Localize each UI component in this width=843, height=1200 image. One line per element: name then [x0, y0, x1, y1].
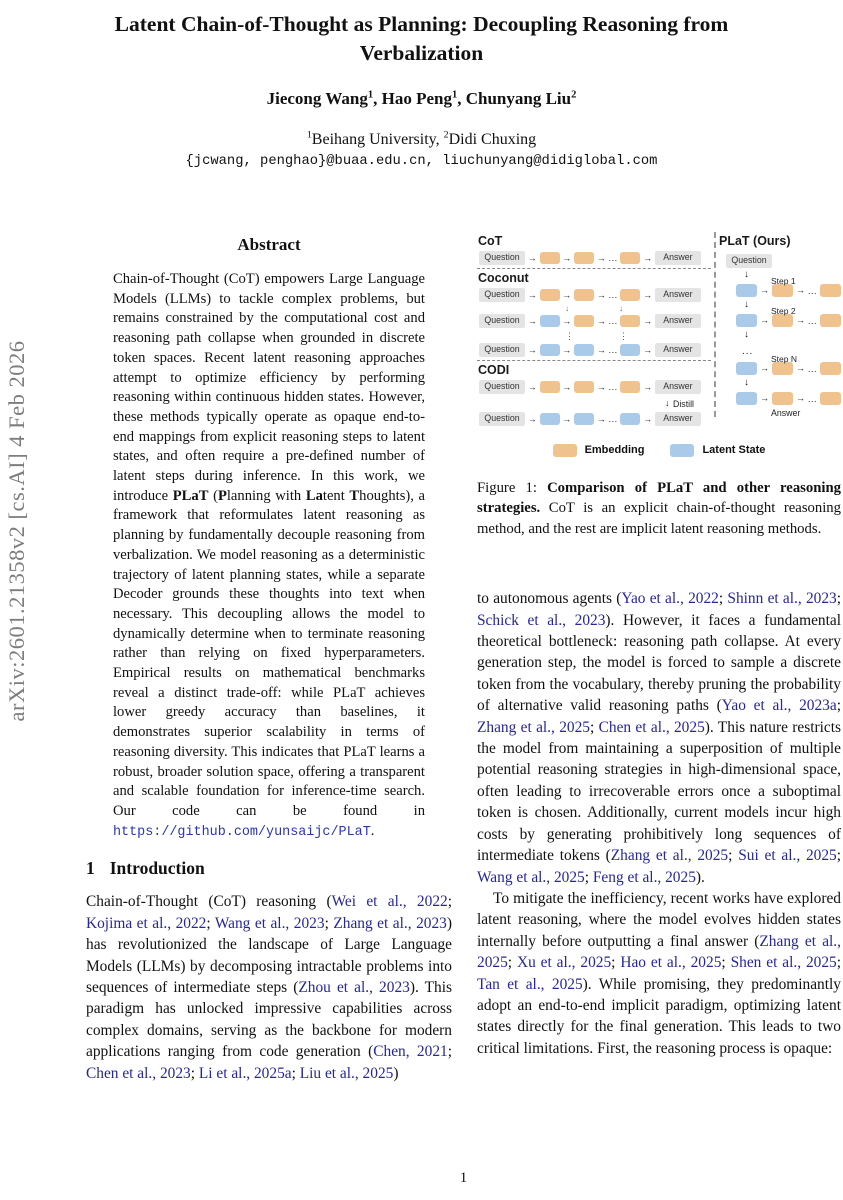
bold-text: La [305, 487, 323, 504]
answer-box: Answer [655, 288, 701, 302]
text-segment: ; [611, 954, 621, 972]
figure-plat-panel [717, 232, 841, 429]
citation-link[interactable]: Hao et al., 2025 [620, 954, 722, 972]
plat-step-label: Step N [771, 353, 797, 364]
text-segment: houghts), a framework that reformulates latent reasoning as planning by fundamentally decouple reasoning from verbalization. We model reasoning as a deterministic trajectory of latent planning states, while a separate Decoder grounds these thoughts into text when necessary. This decoupling allows the model to dynamically determine when to terminate reasoning rather than relying on fixed hyperparameters. Empirical results on mathematical benchmarks reveal a distinct trade-off: while PLaT achieves lower greedy accuracy than baselines, it demonstrates superior scalability in terms of reasoning diversity. This indicates that PLaT learns a robust, broader solution space, offering a transparent and scalable foundation for inference-time search. Our code can be found in [113, 487, 425, 819]
author-emails: {jcwang, penghao}@buaa.edu.cn, liuchunyang@didiglobal.com [185, 154, 658, 170]
figure-vertical-divider [714, 232, 716, 417]
arrow-right-icon: → [796, 285, 805, 295]
ellipsis: ... [608, 345, 618, 355]
paper-title: Latent Chain-of-Thought as Planning: Decoupling Reasoning from Verbalization [114, 12, 729, 65]
arrow-right-icon: → [562, 289, 572, 300]
arxiv-watermark-text: arXiv:2601.21358v2 [cs.AI] 4 Feb 2026 [4, 340, 29, 722]
figure-row [477, 343, 701, 357]
embedding-box [820, 284, 841, 297]
latent-state-swatch [670, 444, 694, 457]
arrow-right-icon: → [796, 363, 805, 373]
text-segment: ; [447, 893, 452, 911]
intro-paragraph-1 [86, 891, 452, 1084]
right-column-body [477, 588, 841, 1059]
arrow-down-icon: ↓ [744, 328, 749, 340]
citation-link[interactable]: Liu et al., 2025 [299, 1064, 394, 1082]
paper-header [44, 0, 799, 169]
text-segment: CoT is an explicit chain-of-thought reasoning method, and the rest are implicit latent reasoning methods. [477, 500, 841, 537]
dashed-arrow-down-icon: ↓ [619, 304, 623, 313]
figure-diagram [477, 232, 841, 429]
distill-label: Distill [673, 399, 695, 409]
arrow-right-icon: → [527, 252, 537, 263]
plat-step-label: Step 2 [771, 305, 796, 316]
embedding-box [772, 284, 793, 297]
arrow-right-icon: → [643, 381, 653, 392]
embedding-legend-label: Embedding [584, 444, 645, 456]
question-box: Question [479, 412, 525, 426]
introduction-heading [86, 858, 452, 879]
right-column [477, 232, 841, 1059]
answer-box: Answer [655, 314, 701, 328]
vertical-dots-icon: ⋮ [565, 331, 574, 341]
arrow-right-icon: → [643, 344, 653, 355]
embedding-box [772, 362, 793, 375]
plat-step-row [717, 275, 841, 298]
figure-row [477, 288, 701, 302]
arrow-right-icon: → [760, 285, 769, 295]
dashed-arrow-down-icon: ↓ [565, 304, 569, 313]
text-segment: ; [721, 954, 731, 972]
arrow-right-icon: → [596, 252, 606, 263]
arrow-right-icon: → [760, 315, 769, 325]
embedding-box [620, 381, 640, 393]
embedding-box [620, 289, 640, 301]
text-segment: Beihang University, [311, 131, 444, 149]
citation-link[interactable]: Wei et al., 2022 [331, 893, 448, 911]
latent-state-box [736, 284, 757, 297]
text-segment: ; [836, 590, 842, 608]
text-segment: ). However, it faces a fundamental theoretical bottleneck: reasoning path collapse. At every generation step, the model is forced to sample a discrete token from the vocabulary, thereby pruning the probability of alternative valid reasoning paths ( [477, 611, 842, 715]
bold-text: PLaT [172, 487, 209, 504]
citation-link[interactable]: Xu et al., 2025 [516, 954, 612, 972]
citation-link[interactable]: Wang et al., 2023 [214, 914, 325, 932]
arrow-down-icon: ↓ [744, 298, 749, 310]
superscript: 1 [451, 89, 458, 101]
ellipsis: ... [608, 290, 618, 300]
embedding-box [540, 252, 560, 264]
superscript: 1 [306, 129, 312, 141]
text-segment: ) [393, 1064, 399, 1082]
latent-state-box [736, 314, 757, 327]
arrow-down-icon: ↓ [744, 376, 749, 388]
citation-link[interactable]: Feng et al., 2025 [592, 868, 696, 886]
answer-box: Answer [655, 412, 701, 426]
text-segment: Jiecong Wang [266, 89, 368, 109]
citation-link[interactable]: Schick et al., 2023 [477, 611, 606, 629]
latent-state-box [620, 344, 640, 356]
figure-caption [477, 478, 841, 539]
ellipsis: ... [608, 253, 618, 263]
arrow-right-icon: → [796, 315, 805, 325]
arrow-right-icon: → [562, 344, 572, 355]
text-segment: . [370, 822, 375, 839]
embedding-box [772, 392, 793, 405]
arrow-right-icon: → [796, 393, 805, 403]
text-segment: ). This nature restricts the model from maintaining a superposition of multiple potential reasoning strategies in high-dimensional space, often leading to irrecoverable errors once a suboptimal token is chosen. Additionally, current models incur high costs by generating prohibitively long sequences of intermediate tokens ( [477, 718, 841, 865]
question-box: Question [479, 380, 525, 394]
code-repository-link[interactable]: https://github.com/yunsaijc/PLaT [113, 824, 371, 840]
ellipsis: ... [608, 316, 618, 326]
embedding-box [820, 314, 841, 327]
latent-state-box [736, 392, 757, 405]
author-list [44, 89, 799, 109]
plat-step-row [717, 392, 841, 418]
panel-divider [477, 360, 711, 361]
answer-box: Answer [655, 343, 701, 357]
arrow-right-icon: → [527, 381, 537, 392]
row-connector [477, 305, 713, 314]
latent-state-box [736, 362, 757, 375]
citation-link[interactable]: Chen et al., 2025 [598, 718, 705, 736]
ellipsis: ... [808, 393, 818, 404]
figure-row [477, 380, 701, 394]
latent-state-box [620, 413, 640, 425]
figure-row [477, 251, 701, 265]
question-box: Question [479, 343, 525, 357]
citation-link[interactable]: Shinn et al., 2023 [727, 590, 837, 608]
latent-state-box [574, 413, 594, 425]
arrow-down-icon: ↓ [665, 398, 670, 408]
body-paragraph-continued [477, 588, 841, 888]
citation-link[interactable]: Zhang et al., 2025 [610, 847, 729, 865]
vertical-dots-icon: ⋮ [619, 331, 628, 341]
arrow-right-icon: → [643, 289, 653, 300]
embedding-box [620, 315, 640, 327]
text-segment: ). This paradigm has unlocked impressive capabilities across complex domains, serving as the backbone for modern applications ranging from code generation ( [86, 979, 452, 1061]
text-segment: To mitigate the inefficiency, recent works have explored latent reasoning, where the model evolves hidden states internally before outputting a final answer ( [477, 889, 841, 950]
text-segment: lanning with [226, 487, 306, 504]
embedding-box [574, 252, 594, 264]
arrow-right-icon: → [527, 413, 537, 424]
arrow-right-icon: → [562, 381, 572, 392]
ellipsis: ... [608, 382, 618, 392]
embedding-box [772, 314, 793, 327]
figure-panel-label: CoT [478, 234, 503, 248]
text-segment: ). While promising, they predominantly adopt an end-to-end implicit paradigm, optimizing latent states directly for the final generation. This leads to two critical limitations. First, the reasoning process is opaque: [477, 975, 841, 1057]
text-segment: ; [836, 847, 842, 865]
figure-panel-label: Coconut [478, 271, 529, 285]
arrow-right-icon: → [596, 381, 606, 392]
latent-state-box [540, 344, 560, 356]
superscript: 2 [443, 129, 449, 141]
arrow-right-icon: → [527, 315, 537, 326]
page-number: 1 [459, 1170, 468, 1186]
left-column [86, 233, 452, 1084]
citation-link[interactable]: Tan et al., 2025 [477, 975, 583, 993]
figure-panel-label: CODI [478, 363, 510, 377]
distill-connector [477, 397, 713, 412]
arrow-right-icon: → [643, 413, 653, 424]
text-segment: tent [322, 487, 350, 504]
embedding-box [574, 315, 594, 327]
latent-state-box [540, 315, 560, 327]
abstract-heading: Abstract [237, 235, 301, 254]
embedding-box [620, 252, 640, 264]
question-box: Question [479, 288, 525, 302]
arrow-right-icon: → [562, 413, 572, 424]
answer-box: Answer [655, 251, 701, 265]
plat-step-label: Step 1 [771, 275, 796, 286]
arrow-right-icon: → [760, 363, 769, 373]
arrow-right-icon: → [562, 315, 572, 326]
figure-1 [477, 232, 841, 457]
text-segment: Didi Chuxing [448, 131, 537, 149]
citation-link[interactable]: Zhang et al., 2025 [477, 718, 590, 736]
figure-left-panels [477, 232, 713, 429]
text-segment: Chain-of-Thought (CoT) reasoning ( [86, 893, 332, 911]
text-segment: Chain-of-Thought (CoT) empowers Large Language Models (LLMs) to tackle complex problems, but remains constrained by the computational cost and reasoning path collapse when grounded in discrete token spaces. Recent latent reasoning approaches attempt to optimize efficiency by performing reasoning within continuous hidden states. However, these methods typically operate as opaque end-to-end mappings from explicit reasoning steps to latent states, and often require a pre-defined number of latent steps during inference. In this work, we introduce [113, 271, 425, 504]
text-segment: ) has revolutionized the landscape of Large Language Models (LLMs) by decomposing intractable problems into sequences of intermediate steps ( [86, 914, 452, 997]
bold-text: T [349, 487, 360, 504]
ellipsis: ... [808, 315, 818, 326]
text-segment: ). [695, 868, 705, 886]
row-connector [477, 331, 713, 343]
figure-panel-label: PLaT (Ours) [719, 234, 791, 248]
arrow-right-icon: → [596, 289, 606, 300]
citation-link[interactable]: Yao et al., 2022 [621, 590, 719, 608]
text-segment: to autonomous agents ( [477, 590, 622, 608]
citation-link[interactable]: Zhang et al., 2023 [333, 914, 447, 932]
arrow-right-icon: → [596, 413, 606, 424]
ellipsis: ... [608, 414, 618, 424]
text-segment: ; [447, 1043, 452, 1061]
citation-link[interactable]: Sui et al., 2025 [738, 847, 837, 865]
text-segment: , Chunyang Liu [457, 89, 572, 109]
citation-link[interactable]: Shen et al., 2025 [730, 954, 837, 972]
arrow-right-icon: → [643, 315, 653, 326]
text-segment: ; [836, 697, 841, 715]
text-segment: ( [208, 487, 218, 504]
bold-text: Comparison of PLaT and other reasoning strategies. [477, 480, 841, 517]
figure-legend [477, 443, 841, 457]
abstract-body [113, 270, 425, 842]
citation-link[interactable]: Wang et al., 2025 [477, 868, 585, 886]
arrow-down-icon: ↓ [744, 268, 749, 280]
latent-state-legend-label: Latent State [702, 444, 766, 456]
embedding-swatch [553, 444, 577, 457]
arrow-right-icon: → [562, 252, 572, 263]
plat-answer-label: Answer [771, 407, 801, 418]
section-number: 1 [86, 858, 95, 879]
ellipsis: ... [808, 285, 818, 296]
citation-link[interactable]: Chen, 2021 [373, 1043, 448, 1061]
text-segment: ; [190, 1064, 199, 1082]
section-title: Introduction [109, 858, 205, 879]
ellipsis: ... [742, 345, 754, 357]
affiliations [44, 131, 799, 149]
figure-row [477, 314, 701, 328]
citation-link[interactable]: Yao et al., 2023a [721, 697, 837, 715]
text-segment: ; [728, 847, 739, 865]
embedding-box [574, 289, 594, 301]
text-segment: ; [291, 1064, 300, 1082]
arrow-right-icon: → [527, 289, 537, 300]
superscript: 1 [367, 89, 374, 101]
arrow-right-icon: → [643, 252, 653, 263]
embedding-box [574, 381, 594, 393]
question-box: Question [479, 314, 525, 328]
text-segment: , Hao Peng [373, 89, 452, 109]
text-segment: ; [324, 914, 334, 932]
citation-link[interactable]: Zhou et al., 2023 [298, 979, 410, 997]
embedding-box [820, 392, 841, 405]
ellipsis: ... [808, 363, 818, 374]
citation-link[interactable]: Chen et al., 2023 [86, 1064, 191, 1082]
plat-step-row [717, 305, 841, 328]
superscript: 2 [571, 89, 577, 101]
embedding-box [540, 289, 560, 301]
text-segment: ; [836, 954, 842, 972]
body-paragraph-2 [477, 888, 841, 1059]
embedding-box [820, 362, 841, 375]
text-segment: ; [507, 954, 517, 972]
arrow-right-icon: → [760, 393, 769, 403]
arrow-right-icon: → [596, 344, 606, 355]
text-segment: Figure 1: [477, 480, 548, 496]
citation-link[interactable]: Li et al., 2025a [198, 1064, 292, 1082]
arrow-right-icon: → [596, 315, 606, 326]
answer-box: Answer [655, 380, 701, 394]
citation-link[interactable]: Kojima et al., 2022 [86, 914, 207, 932]
embedding-box [540, 381, 560, 393]
text-segment: ; [206, 914, 215, 932]
text-segment: ; [590, 718, 599, 736]
panel-divider [477, 268, 711, 269]
latent-state-box [540, 413, 560, 425]
text-segment: ; [584, 868, 593, 886]
latent-state-box [574, 344, 594, 356]
text-segment: ; [718, 590, 728, 608]
plat-step-row [717, 353, 841, 376]
bold-text: P [217, 487, 227, 504]
arrow-right-icon: → [527, 344, 537, 355]
figure-row [477, 412, 701, 426]
question-box: Question [726, 254, 772, 268]
citation-link[interactable]: Zhang et al., 2025 [477, 932, 841, 972]
question-box: Question [479, 251, 525, 265]
